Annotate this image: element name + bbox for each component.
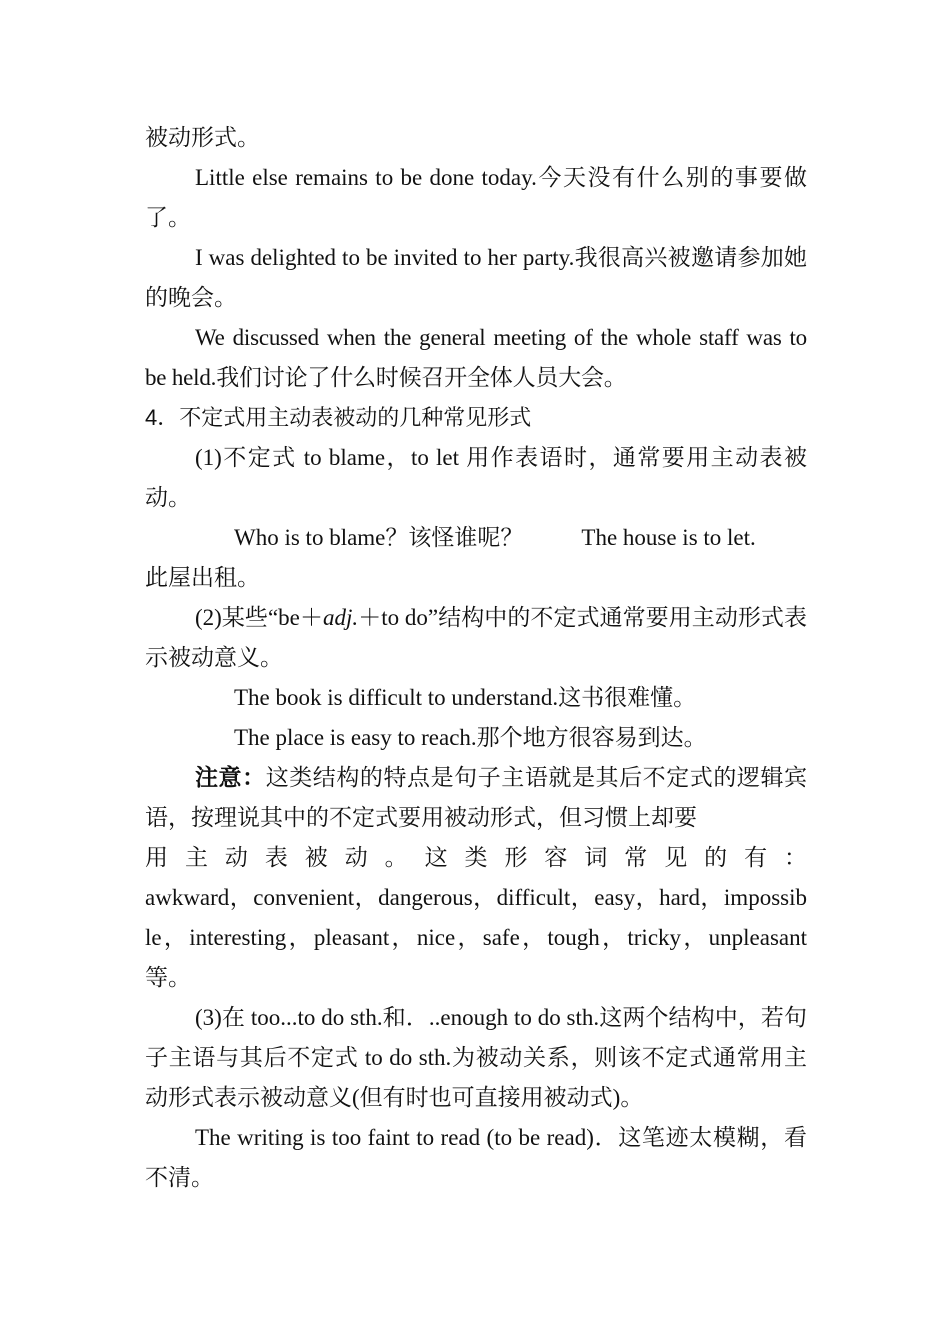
example-sentence: The writing is too faint to read (to be read)．这笔迹太模糊，看不清。 <box>145 1125 807 1190</box>
example-sentence: I was delighted to be invited to her party.我很高兴被邀请参加她的晚会。 <box>145 245 807 310</box>
rule-paragraph <box>145 598 807 678</box>
adj-abbreviation: adj. <box>323 605 359 630</box>
example-line <box>145 518 807 558</box>
example-sentence: The book is difficult to understand.这书很难懂。 <box>234 685 697 710</box>
rule-paragraph: (1)不定式 to blame，to let 用作表语时，通常要用主动表被动。 <box>145 445 807 510</box>
rule-text: (2)某些“be＋ <box>195 605 323 630</box>
note-text: 这类结构的特点是句子主语就是其后不定式的逻辑宾语，按理说其中的不定式要用被动形式，但习惯上却要 <box>145 765 808 830</box>
example-sentence: We discussed when the general meeting of the whole staff was to be held.我们讨论了什么时候召开全体人员大会。 <box>145 325 807 390</box>
example-who-to-blame: Who is to blame？该怪谁呢？ <box>234 525 524 550</box>
note-paragraph <box>145 758 807 838</box>
note-line: 用 主 动 表 被 动 。 这 类 形 容 词 常 见 的 有 ： <box>145 845 807 870</box>
rule-text: ＋to do”结构中的不定式通常要用主动形式表示被动意义。 <box>145 605 807 670</box>
example-translation: 此屋出租。 <box>145 565 260 590</box>
section-heading: 4．不定式用主动表被动的几种常见形式 <box>145 405 532 430</box>
rule-paragraph: (3)在 too...to do sth.和．..enough to do sth.这两个结构中，若句子主语与其后不定式 to do sth.为被动关系，则该不定式通常用主动形式表示被动意义(但有时也可直接用被动式)。 <box>145 1005 807 1110</box>
adjective-list: awkward，convenient，dangerous，difficult，easy，hard，impossible，interesting，pleasant，nice，safe，tough，tricky，unpleasant等。 <box>145 885 807 990</box>
example-sentence: The place is easy to reach.那个地方很容易到达。 <box>234 725 707 750</box>
document-page <box>145 118 807 1198</box>
text-line: 被动形式。 <box>145 125 260 150</box>
example-sentence: Little else remains to be done today.今天没有什么别的事要做了。 <box>145 165 807 230</box>
example-house-to-let: The house is to let. <box>581 525 756 550</box>
note-label: 注意： <box>195 765 266 790</box>
